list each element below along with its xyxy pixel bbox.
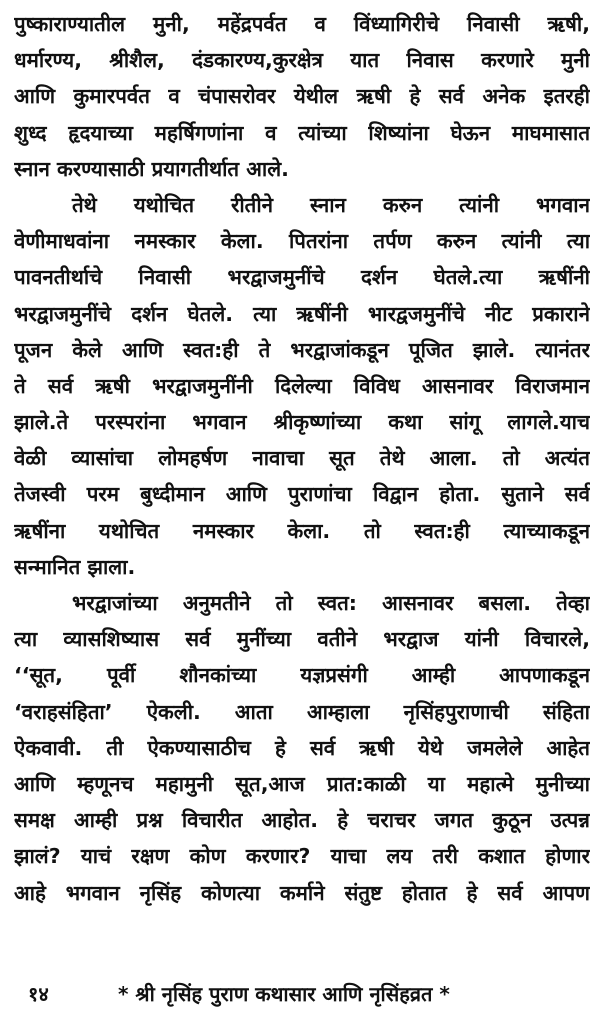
text-line: ऋषींना यथोचित नमस्कार केला. तो स्वत:ही त्याच्याकडून: [14, 518, 590, 543]
text-line: पुष्काराण्यातील मुनी, महेंद्रपर्वत व विंध्यागिरीचे निवासी ऋषी,: [14, 12, 590, 36]
page-number: १४: [28, 982, 49, 1006]
text-line: ऐकवावी. ती ऐकण्यासाठीच हे सर्व ऋषी येथे जमलेले आहेत: [14, 735, 590, 760]
page-footer: [14, 976, 590, 1012]
running-title: * श्री नृसिंह पुराण कथासार आणि नृसिंहव्रत *: [118, 982, 450, 1006]
page-body-text: [14, 6, 590, 911]
text-line: स्नान करण्यासाठी प्रयागतीर्थात आले.: [14, 156, 289, 181]
text-line: तेजस्वी परम बुध्दीमान आणि पुराणांचा विद्वान होता. सुताने सर्व: [14, 482, 590, 507]
text-line: पूजन केले आणि स्वत:ही ते भरद्वाजांकडून पूजित झाले. त्यानंतर: [14, 337, 590, 362]
text-line: झालं? याचं रक्षण कोण करणार? याचा लय तरी कशात होणार: [14, 844, 590, 869]
text-line: आहे भगवान नृसिंह कोणत्या कर्माने संतुष्ट होतात हे सर्व आपण: [14, 880, 590, 905]
text-line: वेळी व्यासांचा लोमहर्षण नावाचा सूत तेथे आला. तो अत्यंत: [14, 446, 590, 471]
text-line: तेथे यथोचित रीतीने स्नान करुन त्यांनी भगवान: [72, 192, 590, 217]
text-line: भरद्वाजांच्या अनुमतीने तो स्वत: आसनावर बसला. तेव्हा: [72, 591, 590, 615]
text-line: झाले.ते परस्परांना भगवान श्रीकृष्णांच्या कथा सांगू लागले.याच: [14, 410, 590, 435]
text-line: समक्ष आम्ही प्रश्न विचारीत आहोत. हे चराचर जगत कुठून उत्पन्न: [14, 808, 590, 833]
text-line: ते सर्व ऋषी भरद्वाजमुनींनी दिलेल्या विविध आसनावर विराजमान: [14, 373, 590, 398]
text-line: भरद्वाजमुनींचे दर्शन घेतले. त्या ऋषींनी भारद्वजमुनींचे नीट प्रकाराने: [14, 301, 590, 326]
text-line: आणि म्हणूनच महामुनी सूत,आज प्रात:काळी या महात्मे मुनीच्या: [14, 771, 590, 796]
text-line: आणि कुमारपर्वत व चंपासरोवर येथील ऋषी हे सर्व अनेक इतरही: [14, 84, 590, 109]
text-line: पावनतीर्थाचे निवासी भरद्वाजमुनींचे दर्शन घेतले.त्या ऋषींनी: [14, 265, 590, 290]
text-line: वेणीमाधवांना नमस्कार केला. पितरांना तर्पण करुन त्यांनी त्या: [14, 229, 590, 254]
text-line: शुध्द हृदयाच्या महर्षिगणांना व त्यांच्या शिष्यांना घेऊन माघमासात: [14, 120, 590, 145]
text-line: धर्मारण्य, श्रीशैल, दंडकारण्य,कुरक्षेत्र यात निवास करणारे मुनी: [14, 48, 590, 73]
text-line: ‘‘सूत, पूर्वी शौनकांच्या यज्ञप्रसंगी आम्ही आपणाकडून: [14, 663, 590, 688]
text-line: त्या व्यासशिष्यास सर्व मुनींच्या वतीने भरद्वाज यांनी विचारले,: [14, 627, 590, 652]
text-line: ‘वराहसंहिता’ ऐकली. आता आम्हाला नृसिंहपुराणाची संहिता: [14, 699, 590, 724]
text-line: सन्मानित झाला.: [14, 554, 136, 579]
